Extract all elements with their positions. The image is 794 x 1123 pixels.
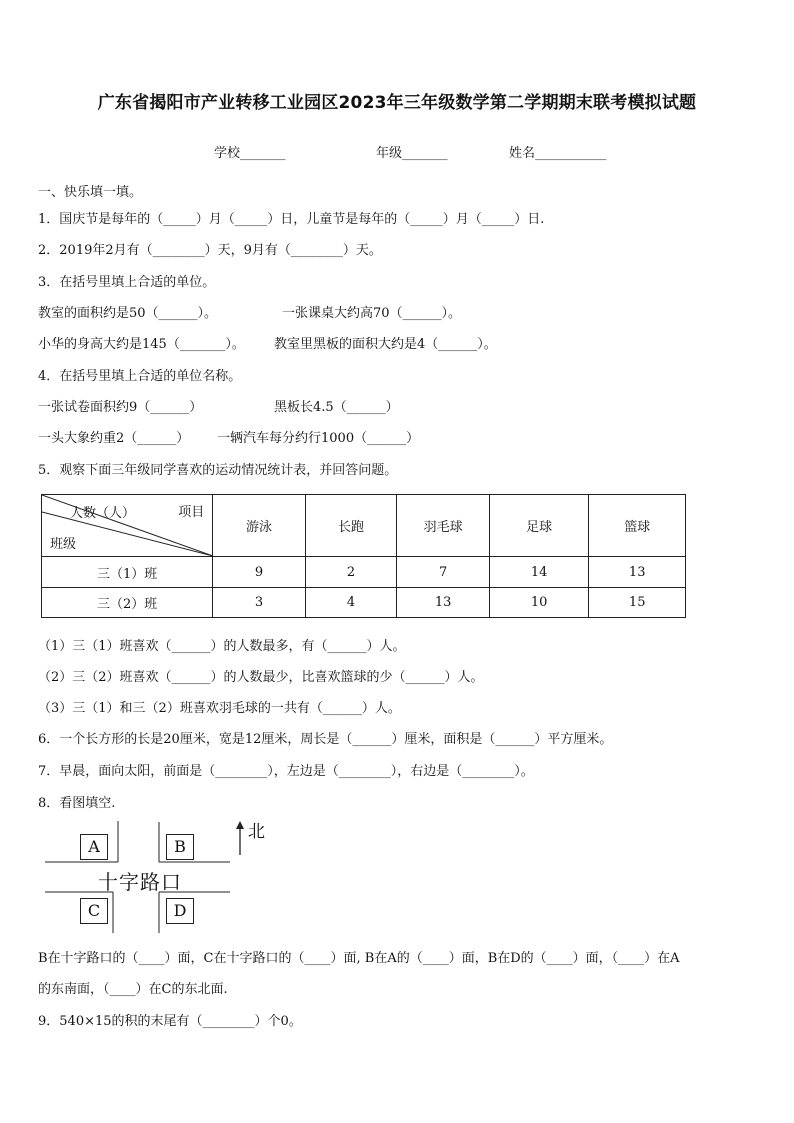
school-field: 学校_______ [214,146,286,161]
table-cell: 9 [213,557,306,588]
question-4d: 一辆汽车每分约行1000（______） [217,431,420,446]
question-7: 7．早晨，面向太阳，前面是（________），左边是（________），右边是（________）。 [38,764,534,779]
column-header: 长跑 [305,495,397,557]
column-header: 游泳 [213,495,306,557]
table-cell: 14 [489,557,589,588]
north-label: 北 [248,822,265,842]
table-cell: 15 [589,588,686,618]
table-cell: 4 [305,588,397,618]
question-1: 1．国庆节是每年的（_____）月（_____）日，儿童节是每年的（_____）月（_____）日. [38,212,545,227]
question-5-part-2: （2）三（2）班喜欢（______）的人数最少，比喜欢篮球的少（______）人。 [38,670,484,685]
row-label: 三（2）班 [42,588,213,618]
column-header: 羽毛球 [397,495,490,557]
column-header: 足球 [489,495,589,557]
question-3d: 教室里黑板的面积大约是4（______）。 [274,337,497,352]
crossroad-map [40,815,280,940]
table-cell: 2 [305,557,397,588]
question-3b: 一张课桌大约高70（______）。 [282,306,462,321]
question-3a: 教室的面积约是50（______）。 [38,306,218,321]
question-3c: 小华的身高大约是145（_______）。 [38,337,245,352]
location-a: A [80,834,108,860]
exam-title: 广东省揭阳市产业转移工业园区2023年三年级数学第二学期期末联考模拟试题 [97,93,697,113]
table-row [42,588,686,618]
table-cell: 13 [397,588,490,618]
table-cell: 13 [589,557,686,588]
question-8-stem: 8．看图填空. [38,796,116,811]
table-cell: 10 [489,588,589,618]
table-cell: 3 [213,588,306,618]
name-field: 姓名___________ [509,146,607,161]
question-4c: 一头大象约重2（______） [38,431,190,446]
question-4b: 黑板长4.5（______） [274,400,399,415]
question-5-part-3: （3）三（1）和三（2）班喜欢羽毛球的一共有（______）人。 [38,701,401,716]
crossroad-label: 十字路口 [98,870,182,894]
row-label: 三（1）班 [42,557,213,588]
diagonal-header-cell [42,495,213,557]
question-2: 2．2019年2月有（________）天，9月有（________）天。 [38,243,382,258]
question-4-stem: 4．在括号里填上合适的单位名称。 [38,369,242,384]
question-5-stem: 5．观察下面三年级同学喜欢的运动情况统计表，并回答问题。 [38,463,398,478]
grade-field: 年级_______ [376,146,448,161]
table-row [42,557,686,588]
location-d: D [166,898,194,924]
table-header-row [42,495,686,557]
sports-stats-table [41,494,686,618]
location-b: B [166,834,194,860]
table-cell: 7 [397,557,490,588]
section-heading: 一、快乐填一填。 [38,185,143,200]
question-6: 6．一个长方形的长是20厘米，宽是12厘米，周长是（______）厘米，面积是（______）平方厘米。 [38,732,613,747]
question-9: 9．540×15的积的末尾有（________）个0。 [38,1014,302,1029]
header-item-label: 项目 [178,505,205,520]
location-c: C [80,898,108,924]
question-8-line-1: B在十字路口的（____）面，C在十字路口的（____）面, B在A的（____）面，B在D的（____）面，（____）在A [38,951,680,966]
column-header: 篮球 [589,495,686,557]
question-8-line-2: 的东南面，（____）在C的东北面. [38,982,228,997]
question-3-stem: 3．在括号里填上合适的单位。 [38,275,216,290]
question-5-part-1: （1）三（1）班喜欢（______）的人数最多，有（______）人。 [38,639,406,654]
header-class-label: 班级 [50,537,77,552]
question-4a: 一张试卷面积约9（______） [38,400,203,415]
header-count-label: 人数（人） [70,506,136,521]
